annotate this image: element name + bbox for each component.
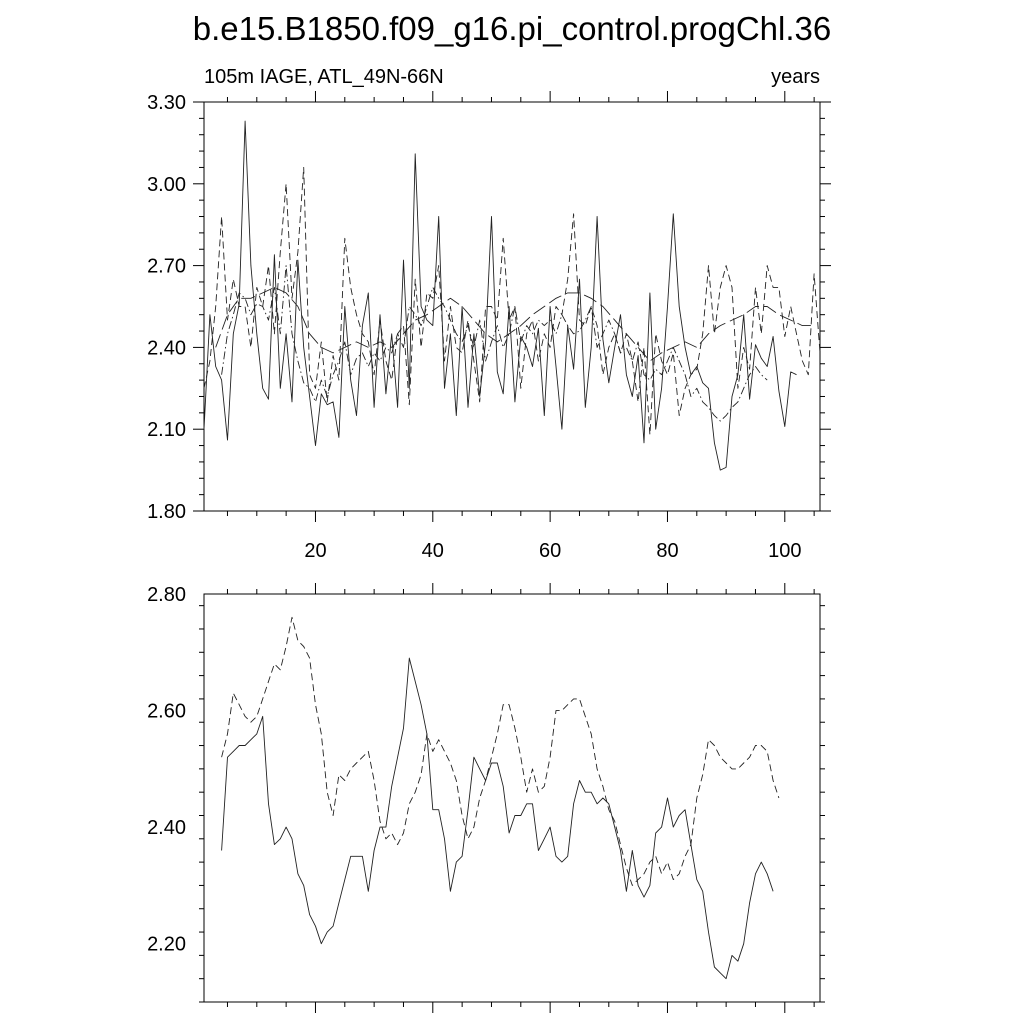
x-tick-label: 40 — [421, 540, 444, 562]
top-panel-right-label: years — [771, 66, 820, 88]
chart-title: b.e15.B1850.f09_g16.pi_control.progChl.36 — [192, 10, 832, 47]
y-tick-label: 2.10 — [147, 419, 186, 442]
bottom-panel-ticks — [199, 583, 825, 1013]
series-line-dashed — [222, 617, 779, 885]
y-tick-label: 2.40 — [147, 817, 186, 840]
y-tick-label: 3.00 — [147, 173, 186, 196]
series-line-solid — [204, 121, 797, 470]
top-panel-ticks — [193, 91, 831, 522]
top-panel-y-tick-labels — [147, 92, 186, 523]
bottom-plot-frame — [204, 594, 820, 1002]
top-panel-series — [204, 121, 820, 470]
x-tick-label: 60 — [539, 540, 562, 562]
x-tick-label: 80 — [656, 540, 679, 562]
series-line-long-dash — [216, 287, 814, 361]
y-tick-label: 2.70 — [147, 255, 186, 278]
y-tick-label: 2.20 — [147, 933, 186, 956]
top-panel — [147, 66, 831, 562]
y-tick-label: 2.40 — [147, 337, 186, 360]
x-tick-label: 100 — [768, 540, 802, 562]
y-tick-label: 2.60 — [147, 700, 186, 723]
y-tick-label: 1.80 — [147, 501, 186, 523]
top-panel-left-label: 105m IAGE, ATL_49N-66N — [204, 66, 444, 88]
x-tick-label: 20 — [304, 540, 327, 562]
bottom-panel-series — [222, 617, 779, 978]
top-panel-x-tick-labels — [304, 540, 801, 562]
y-tick-label: 3.30 — [147, 92, 186, 114]
y-tick-label: 2.80 — [147, 584, 186, 606]
series-line-solid — [222, 658, 774, 979]
bottom-panel — [147, 583, 825, 1013]
bottom-panel-y-tick-labels — [147, 584, 186, 956]
